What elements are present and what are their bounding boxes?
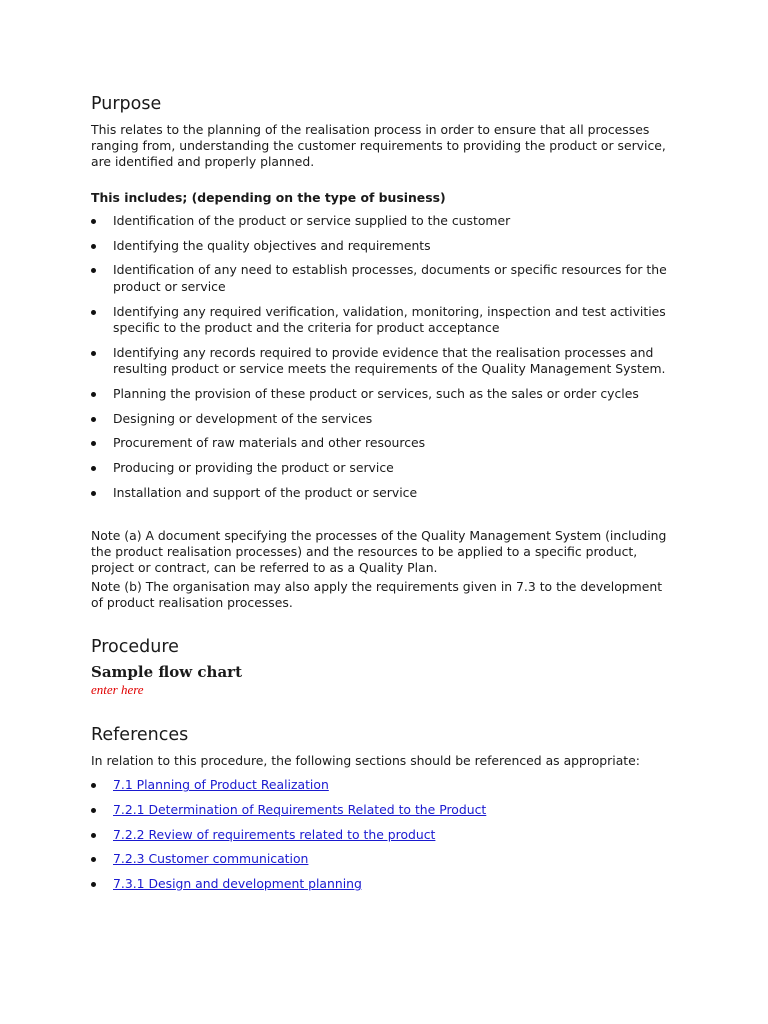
list-item: [91, 777, 683, 794]
list-item: [91, 213, 683, 230]
reference-link-7-2-3[interactable]: 7.2.3 Customer communication: [113, 851, 309, 867]
list-item-text: Identification of any need to establish processes, documents or specific resources for the: [113, 262, 667, 278]
bullet-icon: [91, 351, 96, 356]
bullet-icon: [91, 268, 96, 273]
bullet-icon: [91, 808, 96, 813]
note-b: [91, 579, 683, 611]
flow-chart-placeholder[interactable]: enter here: [91, 682, 144, 698]
reference-link-7-1[interactable]: 7.1 Planning of Product Realization: [113, 777, 329, 793]
list-item-text: Planning the provision of these product or services, such as the sales or order cycles: [113, 385, 639, 401]
bullet-icon: [91, 882, 96, 887]
note-a-line: Note (a) A document specifying the processes of the Quality Management System (including: [91, 528, 667, 544]
list-item-text: Procurement of raw materials and other resources: [113, 435, 426, 451]
list-item: [91, 386, 683, 403]
bullet-icon: [91, 783, 96, 788]
list-item-text: Installation and support of the product or service: [113, 484, 418, 500]
references-heading: References: [91, 725, 189, 746]
note-a-line: the product realisation processes) and the resources to be applied to a specific product,: [91, 544, 638, 560]
list-item-text: specific to the product and the criteria for product acceptance: [113, 320, 500, 336]
list-item: [91, 345, 683, 378]
list-item: [91, 262, 683, 295]
bullet-icon: [91, 219, 96, 224]
purpose-intro-line: ranging from, understanding the customer requirements to providing the product or service,: [91, 138, 666, 153]
list-item: [91, 876, 683, 893]
document-page: [91, 92, 683, 901]
reference-link-7-2-2[interactable]: 7.2.2 Review of requirements related to the product: [113, 826, 436, 842]
list-item-text: Identifying any required verification, validation, monitoring, inspection and test activities: [113, 303, 666, 319]
list-item: [91, 435, 683, 452]
purpose-intro: [91, 122, 683, 170]
bullet-icon: [91, 466, 96, 471]
references-intro: In relation to this procedure, the following sections should be referenced as appropriate:: [91, 753, 640, 769]
includes-list: [91, 213, 683, 501]
includes-heading: This includes; (depending on the type of business): [91, 190, 446, 205]
bullet-icon: [91, 310, 96, 315]
bullet-icon: [91, 244, 96, 249]
list-item-text: Producing or providing the product or service: [113, 460, 394, 475]
list-item-text: resulting product or service meets the requirements of the Quality Management System.: [113, 361, 666, 377]
list-item: [91, 411, 683, 428]
procedure-heading: Procedure: [91, 637, 179, 658]
bullet-icon: [91, 417, 96, 422]
list-item-text: Identifying any records required to provide evidence that the realisation processes and: [113, 344, 654, 360]
list-item-text: Designing or development of the services: [113, 410, 373, 426]
purpose-heading: Purpose: [91, 94, 162, 114]
list-item: [91, 304, 683, 337]
list-item-text: Identifying the quality objectives and requirements: [113, 237, 431, 253]
note-a: [91, 528, 683, 576]
flow-chart-subheading: Sample flow chart: [91, 663, 243, 682]
reference-link-7-2-1[interactable]: 7.2.1 Determination of Requirements Related to the Product: [113, 802, 487, 818]
bullet-icon: [91, 392, 96, 397]
list-item-text: product or service: [113, 278, 226, 294]
bullet-icon: [91, 491, 96, 496]
references-list: [91, 777, 683, 892]
list-item-text: Identification of the product or service supplied to the customer: [113, 213, 511, 228]
bullet-icon: [91, 833, 96, 838]
list-item: [91, 802, 683, 819]
note-b-line: of product realisation processes.: [91, 595, 293, 611]
note-b-line: Note (b) The organisation may also apply the requirements given in 7.3 to the development: [91, 579, 663, 595]
list-item: [91, 827, 683, 844]
list-item: [91, 460, 683, 477]
note-a-line: project or contract, can be referred to as a Quality Plan.: [91, 560, 438, 576]
list-item: [91, 851, 683, 868]
list-item: [91, 238, 683, 255]
bullet-icon: [91, 441, 96, 446]
purpose-intro-line: This relates to the planning of the realisation process in order to ensure that all processes: [91, 122, 650, 137]
purpose-intro-line: are identified and properly planned.: [91, 154, 315, 169]
list-item: [91, 485, 683, 502]
reference-link-7-3-1[interactable]: 7.3.1 Design and development planning: [113, 876, 362, 892]
bullet-icon: [91, 857, 96, 862]
